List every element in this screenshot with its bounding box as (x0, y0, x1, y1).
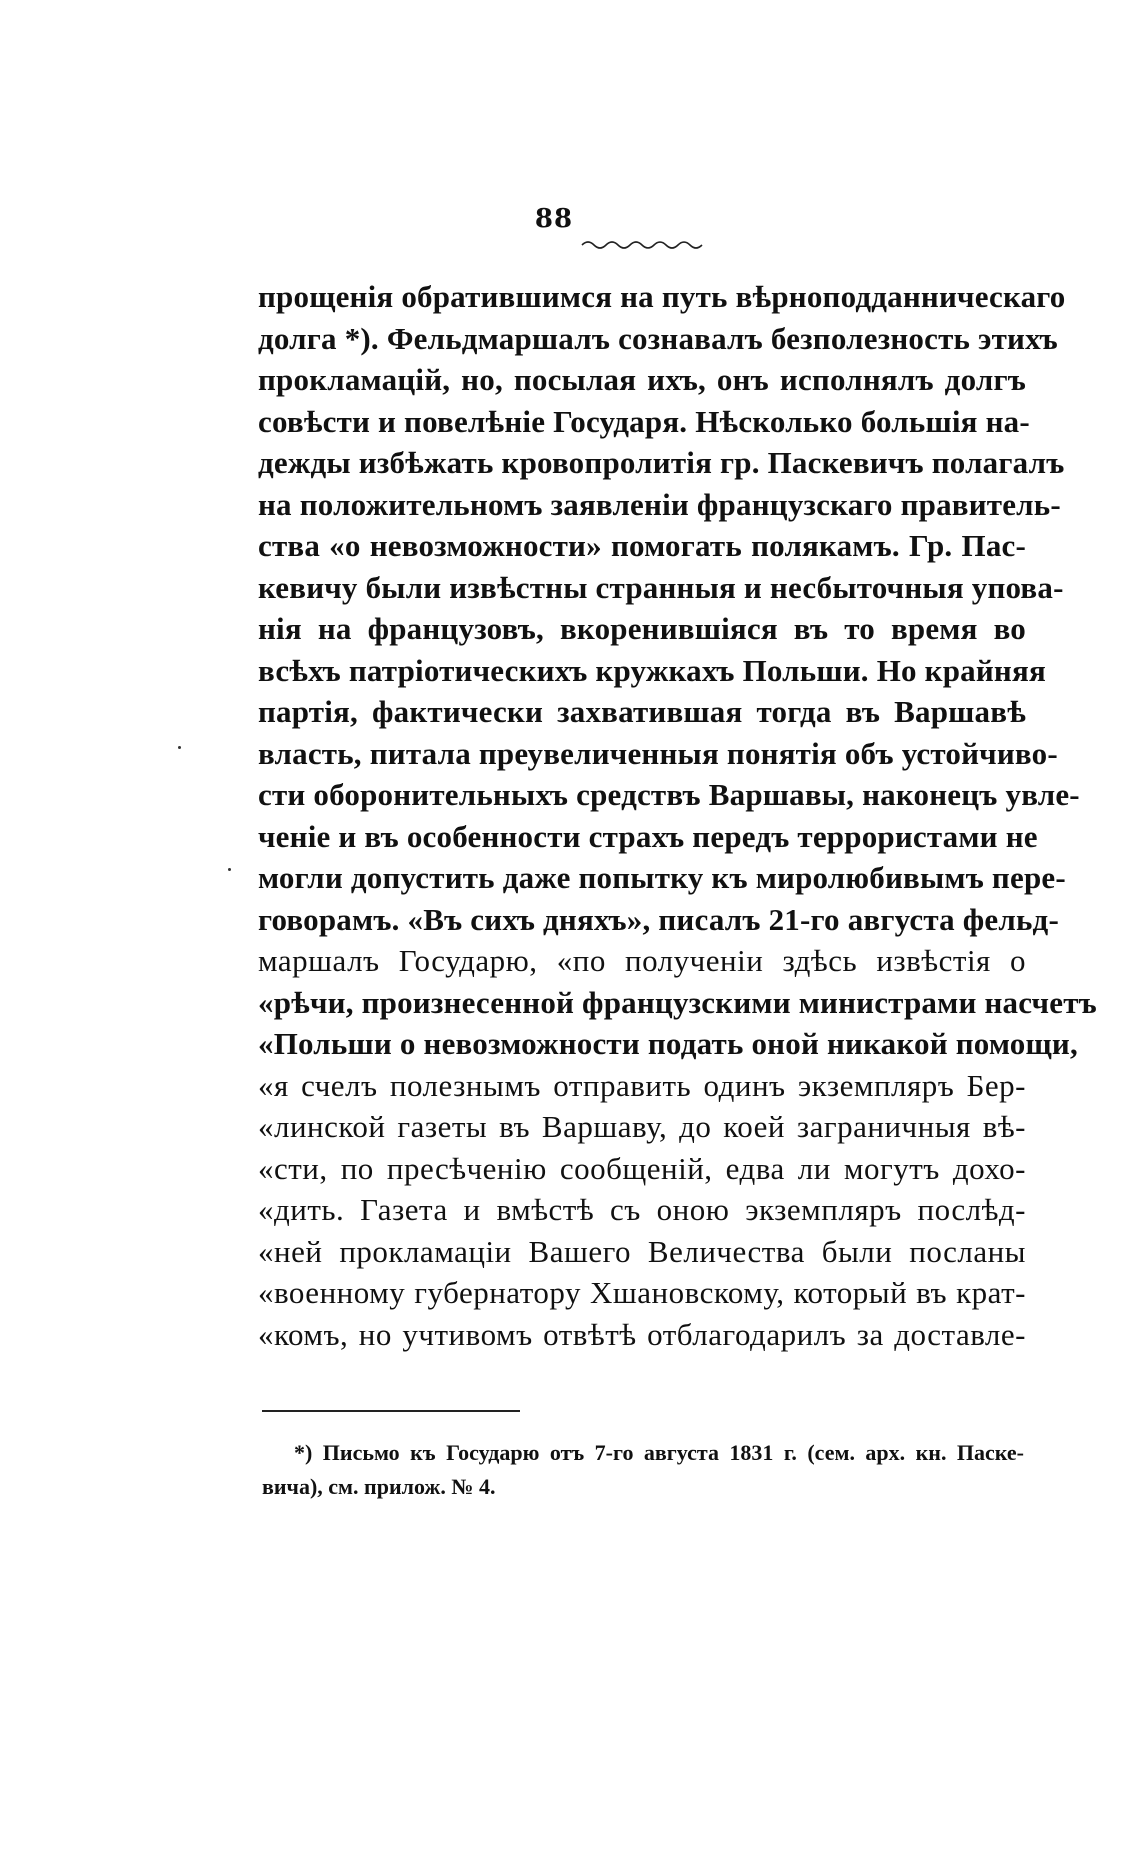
text-line: сти оборонительныхъ средствъ Варшавы, наконецъ увле- (258, 777, 1080, 812)
text-line: «военному губернатору Хшановскому, который въ крат- (258, 1275, 1026, 1310)
text-line: совѣсти и повелѣніе Государя. Нѣсколько большія на- (258, 403, 1030, 439)
text-line: говорамъ. «Въ сихъ дняхъ», писалъ 21-го августа фельд- (258, 901, 1059, 937)
text-line: кевичу были извѣстны странныя и несбыточныя упова- (258, 569, 1064, 605)
print-speck (178, 746, 181, 749)
text-line: ченіе и въ особенности страхъ передъ террористами не (258, 818, 1038, 854)
text-line: прощенія обратившимся на путь вѣрноподданническаго (258, 279, 1066, 314)
print-speck (228, 868, 231, 871)
text-line: маршалъ Государю, «по полученіи здѣсь извѣстія о (258, 943, 1026, 978)
text-line: «комъ, но учтивомъ отвѣтѣ отблагодарилъ за доставле- (258, 1316, 1026, 1352)
text-line: «Польши о невозможности подать оной никакой помощи, (258, 1026, 1078, 1061)
footnote-divider (262, 1410, 520, 1412)
text-line: «я счелъ полезнымъ отправить одинъ экземпляръ Бер- (258, 1067, 1026, 1103)
ornament-divider-icon (580, 236, 706, 250)
text-line: «рѣчи, произнесенной французскими министрами насчетъ (258, 984, 1097, 1020)
text-line: ства «о невозможности» помогать полякамъ. Гр. Пас- (258, 528, 1026, 563)
footnote (262, 1436, 1024, 1504)
main-text (258, 276, 1097, 1355)
page-number-value: 88 (534, 204, 574, 234)
text-line: дежды избѣжать кровопролитія гр. Паскевичъ полагалъ (258, 445, 1065, 480)
text-line: всѣхъ патріотическихъ кружкахъ Польши. Но крайняя (258, 652, 1046, 688)
footnote-line: *) Письмо къ Государю отъ 7-го августа 1831 г. (сем. арх. кн. Паске- (294, 1440, 1024, 1465)
text-line: могли допустить даже попытку къ миролюбивымъ пере- (258, 860, 1066, 895)
text-line: нія на французовъ, вкоренившіяся въ то время во (258, 611, 1026, 646)
text-line: партія, фактически захватившая тогда въ Варшавѣ (258, 694, 1026, 729)
text-line: прокламацій, но, посылая ихъ, онъ исполнялъ долгъ (258, 362, 1026, 397)
text-line: «ней прокламаціи Вашего Величества были посланы (258, 1233, 1026, 1269)
text-line: долга *). Фельдмаршалъ сознавалъ безполезность этихъ (258, 320, 1058, 356)
text-line: «линской газеты въ Варшаву, до коей заграничныя вѣ- (258, 1109, 1026, 1144)
text-line: «дить. Газета и вмѣстѣ съ оною экземпляръ послѣд- (258, 1192, 1026, 1227)
page-number (0, 204, 1140, 234)
text-line: «сти, по пресѣченію сообщеній, едва ли могутъ дохо- (258, 1150, 1026, 1186)
text-line: на положительномъ заявленіи французскаго правитель- (258, 486, 1061, 522)
text-line: власть, питала преувеличенныя понятія объ устойчиво- (258, 735, 1058, 771)
footnote-line: вича), см. прилож. № 4. (262, 1474, 496, 1499)
